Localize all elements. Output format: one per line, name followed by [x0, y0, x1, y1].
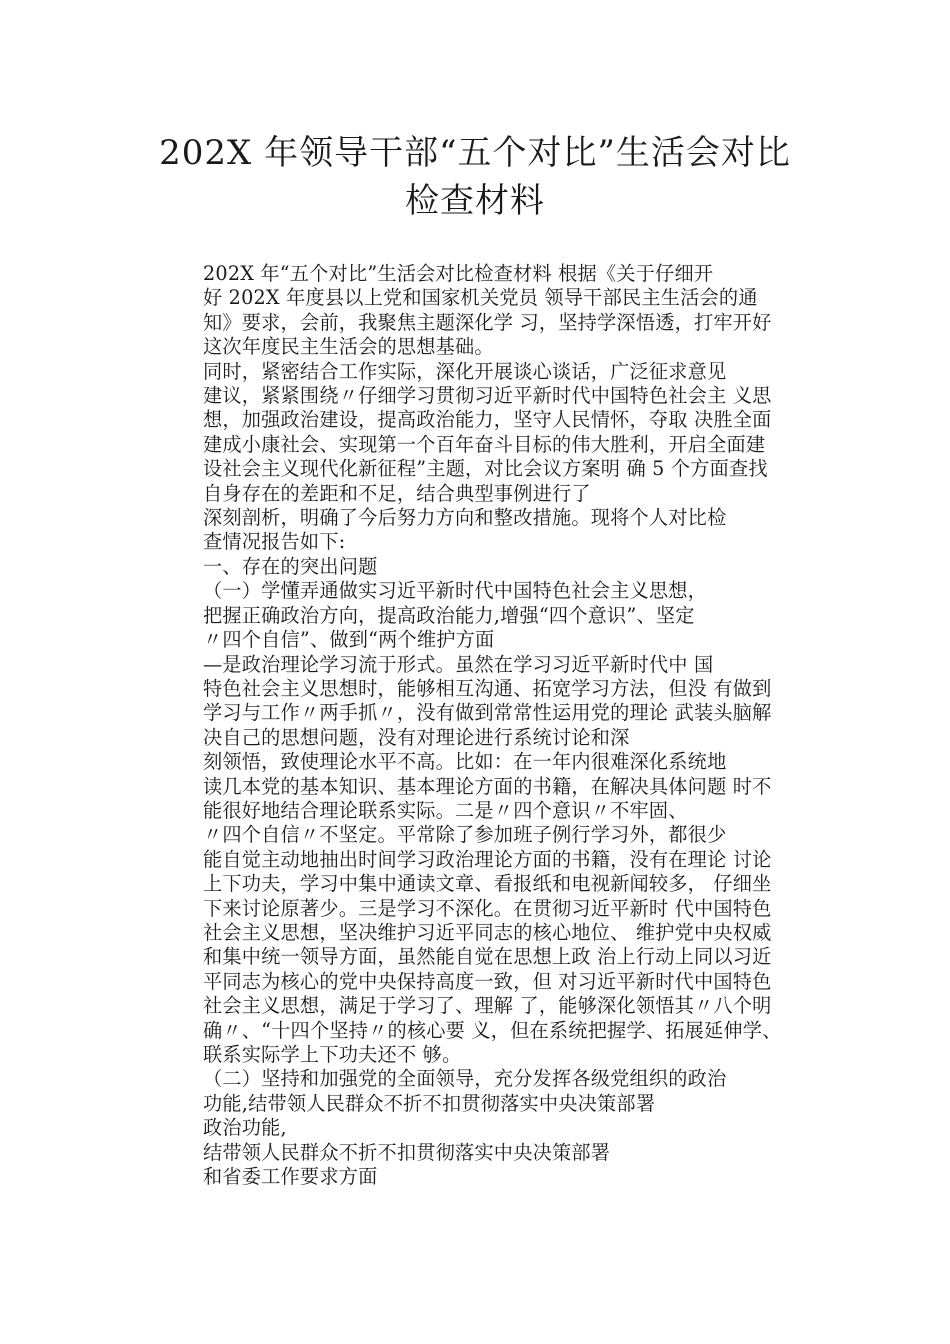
text-line: 社会主义思想，满足于学习了、理解 了，能够深化领悟其〃八个明 — [203, 994, 772, 1018]
text-line: 建成小康社会、实现第一个百年奋斗目标的伟大胜利，开启全面建 — [203, 432, 766, 456]
text-line: 〃四个自信〃不坚定。平常除了参加班子例行学习外，都很少 — [203, 823, 727, 847]
paragraph — [146, 1067, 818, 1116]
text-line: 读几本党的基本知识、基本理论方面的书籍，在解决具体问题 时不 — [203, 774, 772, 798]
text-line: 能自觉主动地抽出时间学习政治理论方面的书籍，没有在理论 讨论 — [203, 847, 772, 871]
text-line: 查情况报告如下: — [203, 530, 346, 554]
text-line: 能很好地结合理论联系实际。二是〃四个意识〃不牢固、 — [203, 798, 688, 822]
text-line: 特色社会主义思想时，能够相互沟通、拓宽学习方法，但没 有做到 — [203, 676, 772, 700]
text-line: 和省委工作要求方面 — [203, 1165, 378, 1189]
text-line: 政治功能, — [203, 1116, 287, 1140]
paragraph — [146, 1116, 818, 1140]
document-title-line-2: 检查材料 — [405, 181, 545, 221]
paragraph — [146, 579, 818, 603]
paragraph — [146, 506, 818, 555]
paragraph — [146, 262, 818, 360]
paragraph — [146, 1141, 818, 1165]
text-line: 功能,结带领人民群众不折不扣贯彻落实中央决策部署 — [203, 1091, 656, 1115]
text-line: 这次年度民主生活会的思想基础。 — [203, 335, 494, 359]
text-line: 建议，紧紧围绕〃仔细学习贯彻习近平新时代中国特色社会主 义思 — [203, 384, 772, 408]
text-line: 刻领悟，致使理论水平不高。比如：在一年内很难深化系统地 — [203, 750, 727, 774]
text-line: 深刻剖析，明确了今后努力方向和整改措施。现将个人对比检 — [203, 506, 727, 530]
text-line: 设社会主义现代化新征程”主题，对比会议方案明 确 5 个方面查找 — [203, 457, 768, 481]
paragraph — [146, 1165, 818, 1189]
text-line: —是政治理论学习流于形式。虽然在学习习近平新时代中 国 — [203, 652, 714, 676]
paragraph — [146, 823, 818, 1067]
document-body — [146, 262, 818, 1189]
text-line: 〃四个自信”、做到“两个维护方面 — [203, 628, 495, 652]
text-line: 想，加强政治建设，提高政治能力，坚守人民情怀，夺取 决胜全面 — [203, 408, 772, 432]
paragraph — [146, 653, 818, 751]
paragraph — [146, 750, 818, 823]
text-line: （一）学懂弄通做实习近平新时代中国特色社会主义思想， — [203, 579, 708, 603]
text-line: 202X 年“五个对比”生活会对比检查材料 根据《关于仔细开 — [203, 262, 714, 285]
text-line: 确〃、“十四个坚持〃的核心要 义，但在系统把握学、拓展延伸学、 — [203, 1018, 782, 1042]
text-line: 决自己的思想问题，没有对理论进行系统讨论和深 — [203, 725, 630, 749]
text-line: 和集中统一领导方面，虽然能自觉在思想上政 治上行动上同以习近 — [203, 945, 772, 969]
text-line: 平同志为核心的党中央保持高度一致，但 对习近平新时代中国特色 — [203, 969, 772, 993]
paragraph — [146, 555, 818, 579]
text-line: 一、存在的突出问题 — [203, 554, 378, 578]
text-line: 上下功夫，学习中集中通读文章、看报纸和电视新闻较多， 仔细坐 — [203, 872, 772, 896]
text-line: 学习与工作〃两手抓〃，没有做到常常性运用党的理论 武装头脑解 — [203, 701, 772, 725]
text-line: 联系实际学上下功夫还不 够。 — [203, 1043, 462, 1066]
text-line: 好 202X 年度县以上党和国家机关党员 领导干部民主生活会的通 — [203, 286, 758, 310]
document-title-line-1: 202X 年领导干部“五个对比”生活会对比 — [159, 133, 791, 173]
text-line: 社会主义思想，坚决维护习近平同志的核心地位、 维护党中央权威 — [203, 920, 772, 944]
paragraph — [146, 604, 818, 653]
text-line: 下来讨论原著少。三是学习不深化。在贯彻习近平新时 代中国特色 — [203, 896, 772, 920]
text-line: 知》要求，会前，我聚焦主题深化学 习，坚持学深悟透，打牢开好 — [203, 310, 772, 334]
text-line: （二）坚持和加强党的全面领导，充分发挥各级党组织的政治 — [203, 1067, 727, 1091]
text-line: 同时，紧密结合工作实际，深化开展谈心谈话，广泛征求意见 — [203, 359, 727, 383]
text-line: 把握正确政治方向，提高政治能力,增强“四个意识”、坚定 — [203, 603, 695, 627]
text-line: 结带领人民群众不折不扣贯彻落实中央决策部署 — [203, 1140, 611, 1164]
text-line: 自身存在的差距和不足，结合典型事例进行了 — [203, 481, 591, 505]
paragraph — [146, 360, 818, 506]
